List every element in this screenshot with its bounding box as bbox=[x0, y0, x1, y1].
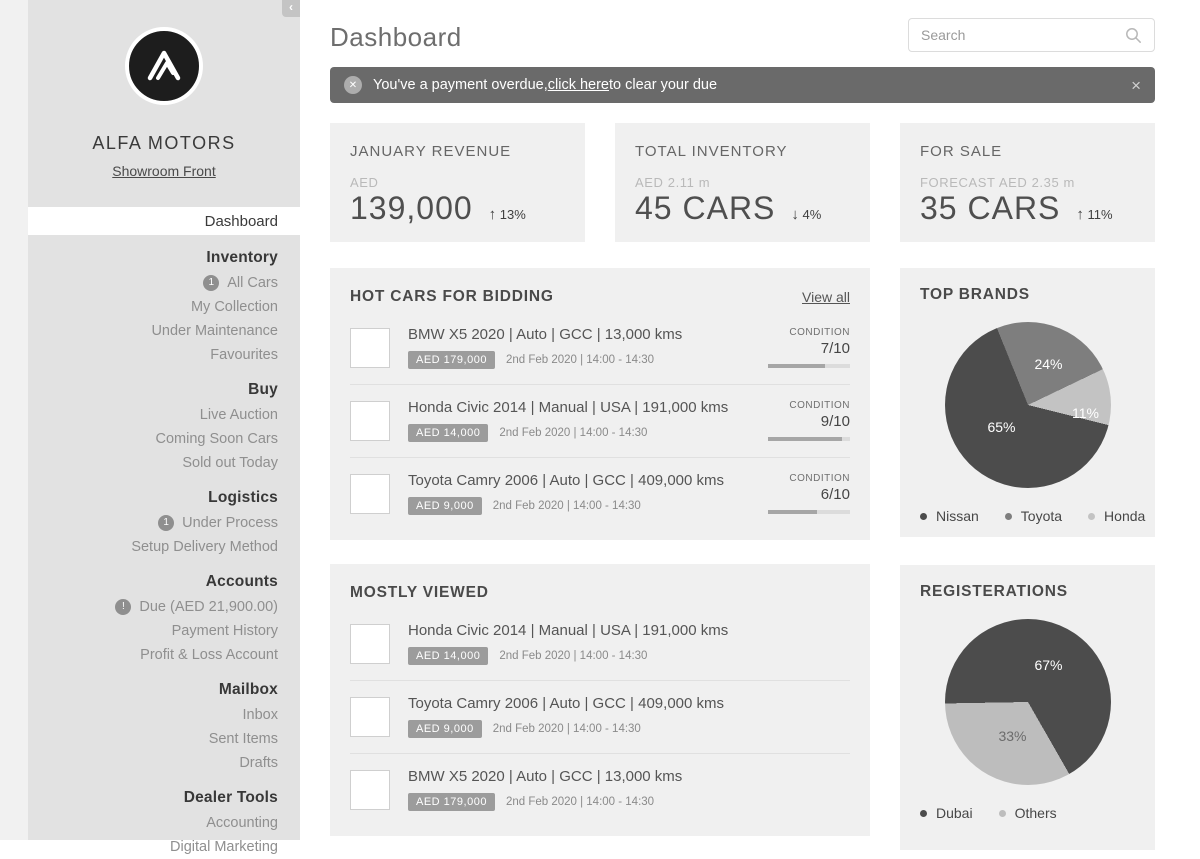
car-title: Toyota Camry 2006 | Auto | GCC | 409,000 kms bbox=[408, 472, 725, 489]
brand-block bbox=[28, 0, 300, 181]
stat-value: 139,000 bbox=[350, 190, 473, 226]
sidebar-item-label: Drafts bbox=[239, 755, 278, 771]
stat-title: JANUARY REVENUE bbox=[350, 143, 512, 160]
sidebar-item-label: My Collection bbox=[190, 299, 278, 315]
legend-dot-icon bbox=[920, 513, 927, 520]
stat-title: TOTAL INVENTORY bbox=[635, 143, 788, 160]
sidebar bbox=[28, 0, 300, 855]
legend-label: Others bbox=[1014, 805, 1057, 821]
viewed-car-row[interactable] bbox=[350, 753, 850, 826]
pie-slice-label: 33% bbox=[998, 728, 1027, 744]
stat-delta: ↑ 11% bbox=[1076, 206, 1113, 223]
alert-x-circle-icon: ✕ bbox=[344, 76, 362, 94]
banner-text: to clear your due bbox=[609, 77, 718, 93]
stat-card-total-inventory bbox=[615, 123, 870, 242]
panel-title: REGISTERATIONS bbox=[920, 583, 1068, 600]
car-thumbnail bbox=[350, 474, 390, 514]
search-input[interactable] bbox=[921, 27, 1125, 43]
stat-card-january-revenue bbox=[330, 123, 585, 242]
stat-card-for-sale bbox=[900, 123, 1155, 242]
condition-bar bbox=[768, 364, 850, 368]
page-header bbox=[330, 0, 1155, 67]
stat-value: 35 CARS bbox=[920, 190, 1061, 226]
legend-item bbox=[920, 508, 979, 524]
stat-title: FOR SALE bbox=[920, 143, 1003, 160]
price-badge: AED 179,000 bbox=[408, 351, 495, 369]
sidebar-item-digital-marketing[interactable] bbox=[28, 835, 278, 859]
brand-name: ALFA MOTORS bbox=[92, 133, 236, 153]
chevron-left-icon: ‹ bbox=[289, 0, 293, 14]
car-title: Honda Civic 2014 | Manual | USA | 191,000 kms bbox=[408, 622, 729, 639]
top-brands-legend bbox=[920, 508, 1146, 524]
stat-delta: ↑ 13% bbox=[488, 206, 526, 223]
pie-slice-label: 67% bbox=[1034, 657, 1063, 673]
legend-dot-icon bbox=[1088, 513, 1095, 520]
sidebar-item-label: Sent Items bbox=[208, 731, 278, 747]
alfa-motors-logo bbox=[125, 27, 203, 105]
pie-slice-label: 24% bbox=[1034, 356, 1063, 372]
condition-block bbox=[768, 473, 850, 514]
panel-title: TOP BRANDS bbox=[920, 286, 1030, 303]
price-badge: AED 9,000 bbox=[408, 497, 482, 515]
mountain-logo-icon bbox=[141, 43, 187, 89]
hot-car-row[interactable] bbox=[350, 457, 850, 530]
sidebar-item-all-cars[interactable] bbox=[28, 271, 278, 295]
viewed-car-row[interactable] bbox=[350, 680, 850, 753]
hot-car-row[interactable] bbox=[350, 384, 850, 457]
auction-datetime: 2nd Feb 2020 | 14:00 - 14:30 bbox=[499, 427, 648, 439]
stat-subtitle: AED 2.11 m bbox=[635, 175, 711, 190]
registerations-legend bbox=[920, 805, 1135, 821]
stats-row bbox=[330, 123, 1155, 242]
top-brands-panel bbox=[900, 268, 1155, 537]
condition-block bbox=[768, 400, 850, 441]
pie-slice-label: 65% bbox=[987, 419, 1016, 435]
close-icon[interactable]: × bbox=[1131, 75, 1141, 95]
sidebar-item-label: Due (AED 21,900.00) bbox=[139, 599, 278, 615]
panel-title: HOT CARS FOR BIDDING bbox=[350, 288, 554, 305]
payment-overdue-banner bbox=[330, 67, 1155, 103]
car-thumbnail bbox=[350, 697, 390, 737]
sidebar-item-drafts[interactable] bbox=[28, 751, 278, 775]
car-title: BMW X5 2020 | Auto | GCC | 13,000 kms bbox=[408, 768, 683, 785]
sidebar-item-label: Under Maintenance bbox=[151, 323, 278, 339]
auction-datetime: 2nd Feb 2020 | 14:00 - 14:30 bbox=[505, 796, 655, 808]
car-thumbnail bbox=[350, 624, 390, 664]
sidebar-item-label: Digital Marketing bbox=[170, 839, 278, 855]
legend-item bbox=[1088, 508, 1145, 524]
click-here-link[interactable]: click here bbox=[547, 77, 609, 93]
legend-item bbox=[920, 805, 973, 821]
section-header: Mailbox bbox=[218, 681, 278, 698]
main-content bbox=[330, 0, 1155, 840]
sidebar-item-sold-out-today[interactable] bbox=[28, 451, 278, 475]
condition-value: 9/10 bbox=[820, 413, 850, 430]
legend-label: Nissan bbox=[936, 508, 979, 524]
section-header: Logistics bbox=[208, 489, 278, 506]
section-header: Dealer Tools bbox=[183, 789, 278, 806]
sidebar-section-logistics bbox=[28, 485, 300, 559]
sidebar-section-buy bbox=[28, 377, 300, 475]
alert-badge: ! bbox=[115, 599, 131, 615]
sidebar-item-label: Under Process bbox=[182, 515, 278, 531]
sidebar-item-accounting[interactable] bbox=[28, 811, 278, 835]
section-header: Accounts bbox=[205, 573, 278, 590]
sidebar-item-label: Coming Soon Cars bbox=[155, 431, 278, 447]
legend-item bbox=[1005, 508, 1062, 524]
legend-label: Honda bbox=[1104, 508, 1146, 524]
panel-title: MOSTLY VIEWED bbox=[350, 584, 489, 601]
sidebar-item-label: Live Auction bbox=[199, 407, 278, 423]
view-all-link[interactable]: View all bbox=[802, 289, 850, 305]
sidebar-item-label: Sold out Today bbox=[182, 455, 278, 471]
sidebar-item-under-process[interactable] bbox=[28, 511, 278, 535]
sidebar-item-profit-loss-account[interactable] bbox=[28, 643, 278, 667]
hot-cars-panel bbox=[330, 268, 870, 540]
auction-datetime: 2nd Feb 2020 | 14:00 - 14:30 bbox=[499, 650, 648, 662]
sidebar-section-accounts bbox=[28, 569, 300, 667]
condition-label: CONDITION bbox=[789, 327, 850, 338]
legend-dot-icon bbox=[1005, 513, 1012, 520]
sidebar-item-due[interactable] bbox=[28, 595, 278, 619]
viewed-car-row[interactable] bbox=[350, 608, 850, 680]
registerations-pie-chart bbox=[945, 619, 1111, 785]
sidebar-item-label: Profit & Loss Account bbox=[140, 647, 278, 663]
condition-bar bbox=[768, 510, 850, 514]
search-icon[interactable] bbox=[1125, 27, 1142, 44]
sidebar-item-sent-items[interactable] bbox=[28, 727, 278, 751]
section-header: Buy bbox=[248, 381, 278, 398]
sidebar-item-my-collection[interactable] bbox=[28, 295, 278, 319]
sidebar-item-label: Inbox bbox=[242, 707, 278, 723]
price-badge: AED 179,000 bbox=[408, 793, 495, 811]
count-badge: 1 bbox=[158, 515, 174, 531]
count-badge: 1 bbox=[203, 275, 219, 291]
search-box bbox=[908, 18, 1155, 52]
showroom-front-link[interactable]: Showroom Front bbox=[112, 163, 216, 179]
car-thumbnail bbox=[350, 770, 390, 810]
condition-value: 7/10 bbox=[820, 340, 850, 357]
sidebar-menu bbox=[28, 207, 300, 859]
legend-dot-icon bbox=[920, 810, 927, 817]
sidebar-item-label: Setup Delivery Method bbox=[131, 539, 278, 555]
condition-bar bbox=[768, 437, 850, 441]
sidebar-section-dealer-tools bbox=[28, 785, 300, 859]
price-badge: AED 9,000 bbox=[408, 720, 482, 738]
sidebar-section-mailbox bbox=[28, 677, 300, 775]
page-title: Dashboard bbox=[330, 22, 462, 52]
auction-datetime: 2nd Feb 2020 | 14:00 - 14:30 bbox=[492, 723, 641, 735]
registerations-panel bbox=[900, 565, 1155, 850]
banner-text: You've a payment overdue, bbox=[373, 77, 548, 93]
legend-label: Dubai bbox=[936, 805, 973, 821]
stat-subtitle: FORECAST AED 2.35 m bbox=[920, 175, 1075, 190]
up-arrow-icon: ↑ bbox=[1076, 206, 1084, 223]
sidebar-item-under-maintenance[interactable] bbox=[28, 319, 278, 343]
down-arrow-icon: ↓ bbox=[791, 206, 799, 223]
condition-block bbox=[768, 327, 850, 368]
condition-label: CONDITION bbox=[789, 400, 850, 411]
sidebar-item-setup-delivery-method[interactable] bbox=[28, 535, 278, 559]
hot-car-row[interactable] bbox=[350, 312, 850, 384]
top-brands-pie-chart bbox=[945, 322, 1111, 488]
sidebar-item-coming-soon-cars[interactable] bbox=[28, 427, 278, 451]
sidebar-item-label: Accounting bbox=[206, 815, 278, 831]
sidebar-item-payment-history[interactable] bbox=[28, 619, 278, 643]
price-badge: AED 14,000 bbox=[408, 424, 488, 442]
sidebar-item-inbox[interactable] bbox=[28, 703, 278, 727]
auction-datetime: 2nd Feb 2020 | 14:00 - 14:30 bbox=[505, 354, 655, 366]
auction-datetime: 2nd Feb 2020 | 14:00 - 14:30 bbox=[492, 500, 641, 512]
car-title: Toyota Camry 2006 | Auto | GCC | 409,000 kms bbox=[408, 695, 725, 712]
condition-label: CONDITION bbox=[789, 473, 850, 484]
stat-subtitle: AED bbox=[350, 175, 379, 190]
car-thumbnail bbox=[350, 401, 390, 441]
pie-slice-label: 11% bbox=[1072, 405, 1099, 421]
legend-item bbox=[999, 805, 1057, 821]
legend-label: Toyota bbox=[1020, 508, 1063, 524]
sidebar-section-inventory bbox=[28, 245, 300, 367]
condition-value: 6/10 bbox=[820, 486, 850, 503]
sidebar-item-label: Payment History bbox=[171, 623, 278, 639]
sidebar-item-favourites[interactable] bbox=[28, 343, 278, 367]
price-badge: AED 14,000 bbox=[408, 647, 488, 665]
sidebar-item-label: Favourites bbox=[210, 347, 278, 363]
legend-dot-icon bbox=[999, 810, 1006, 817]
car-title: Honda Civic 2014 | Manual | USA | 191,000 kms bbox=[408, 399, 729, 416]
mostly-viewed-panel bbox=[330, 564, 870, 836]
sidebar-collapse-button[interactable] bbox=[282, 0, 300, 17]
sidebar-item-dashboard[interactable]: Dashboard bbox=[28, 207, 300, 235]
stat-delta: ↓ 4% bbox=[791, 206, 822, 223]
section-header: Inventory bbox=[206, 249, 278, 266]
sidebar-item-label: All Cars bbox=[227, 275, 278, 291]
stat-value: 45 CARS bbox=[635, 190, 776, 226]
left-rail bbox=[0, 0, 28, 840]
up-arrow-icon: ↑ bbox=[488, 206, 497, 223]
car-thumbnail bbox=[350, 328, 390, 368]
car-title: BMW X5 2020 | Auto | GCC | 13,000 kms bbox=[408, 326, 683, 343]
sidebar-item-live-auction[interactable] bbox=[28, 403, 278, 427]
